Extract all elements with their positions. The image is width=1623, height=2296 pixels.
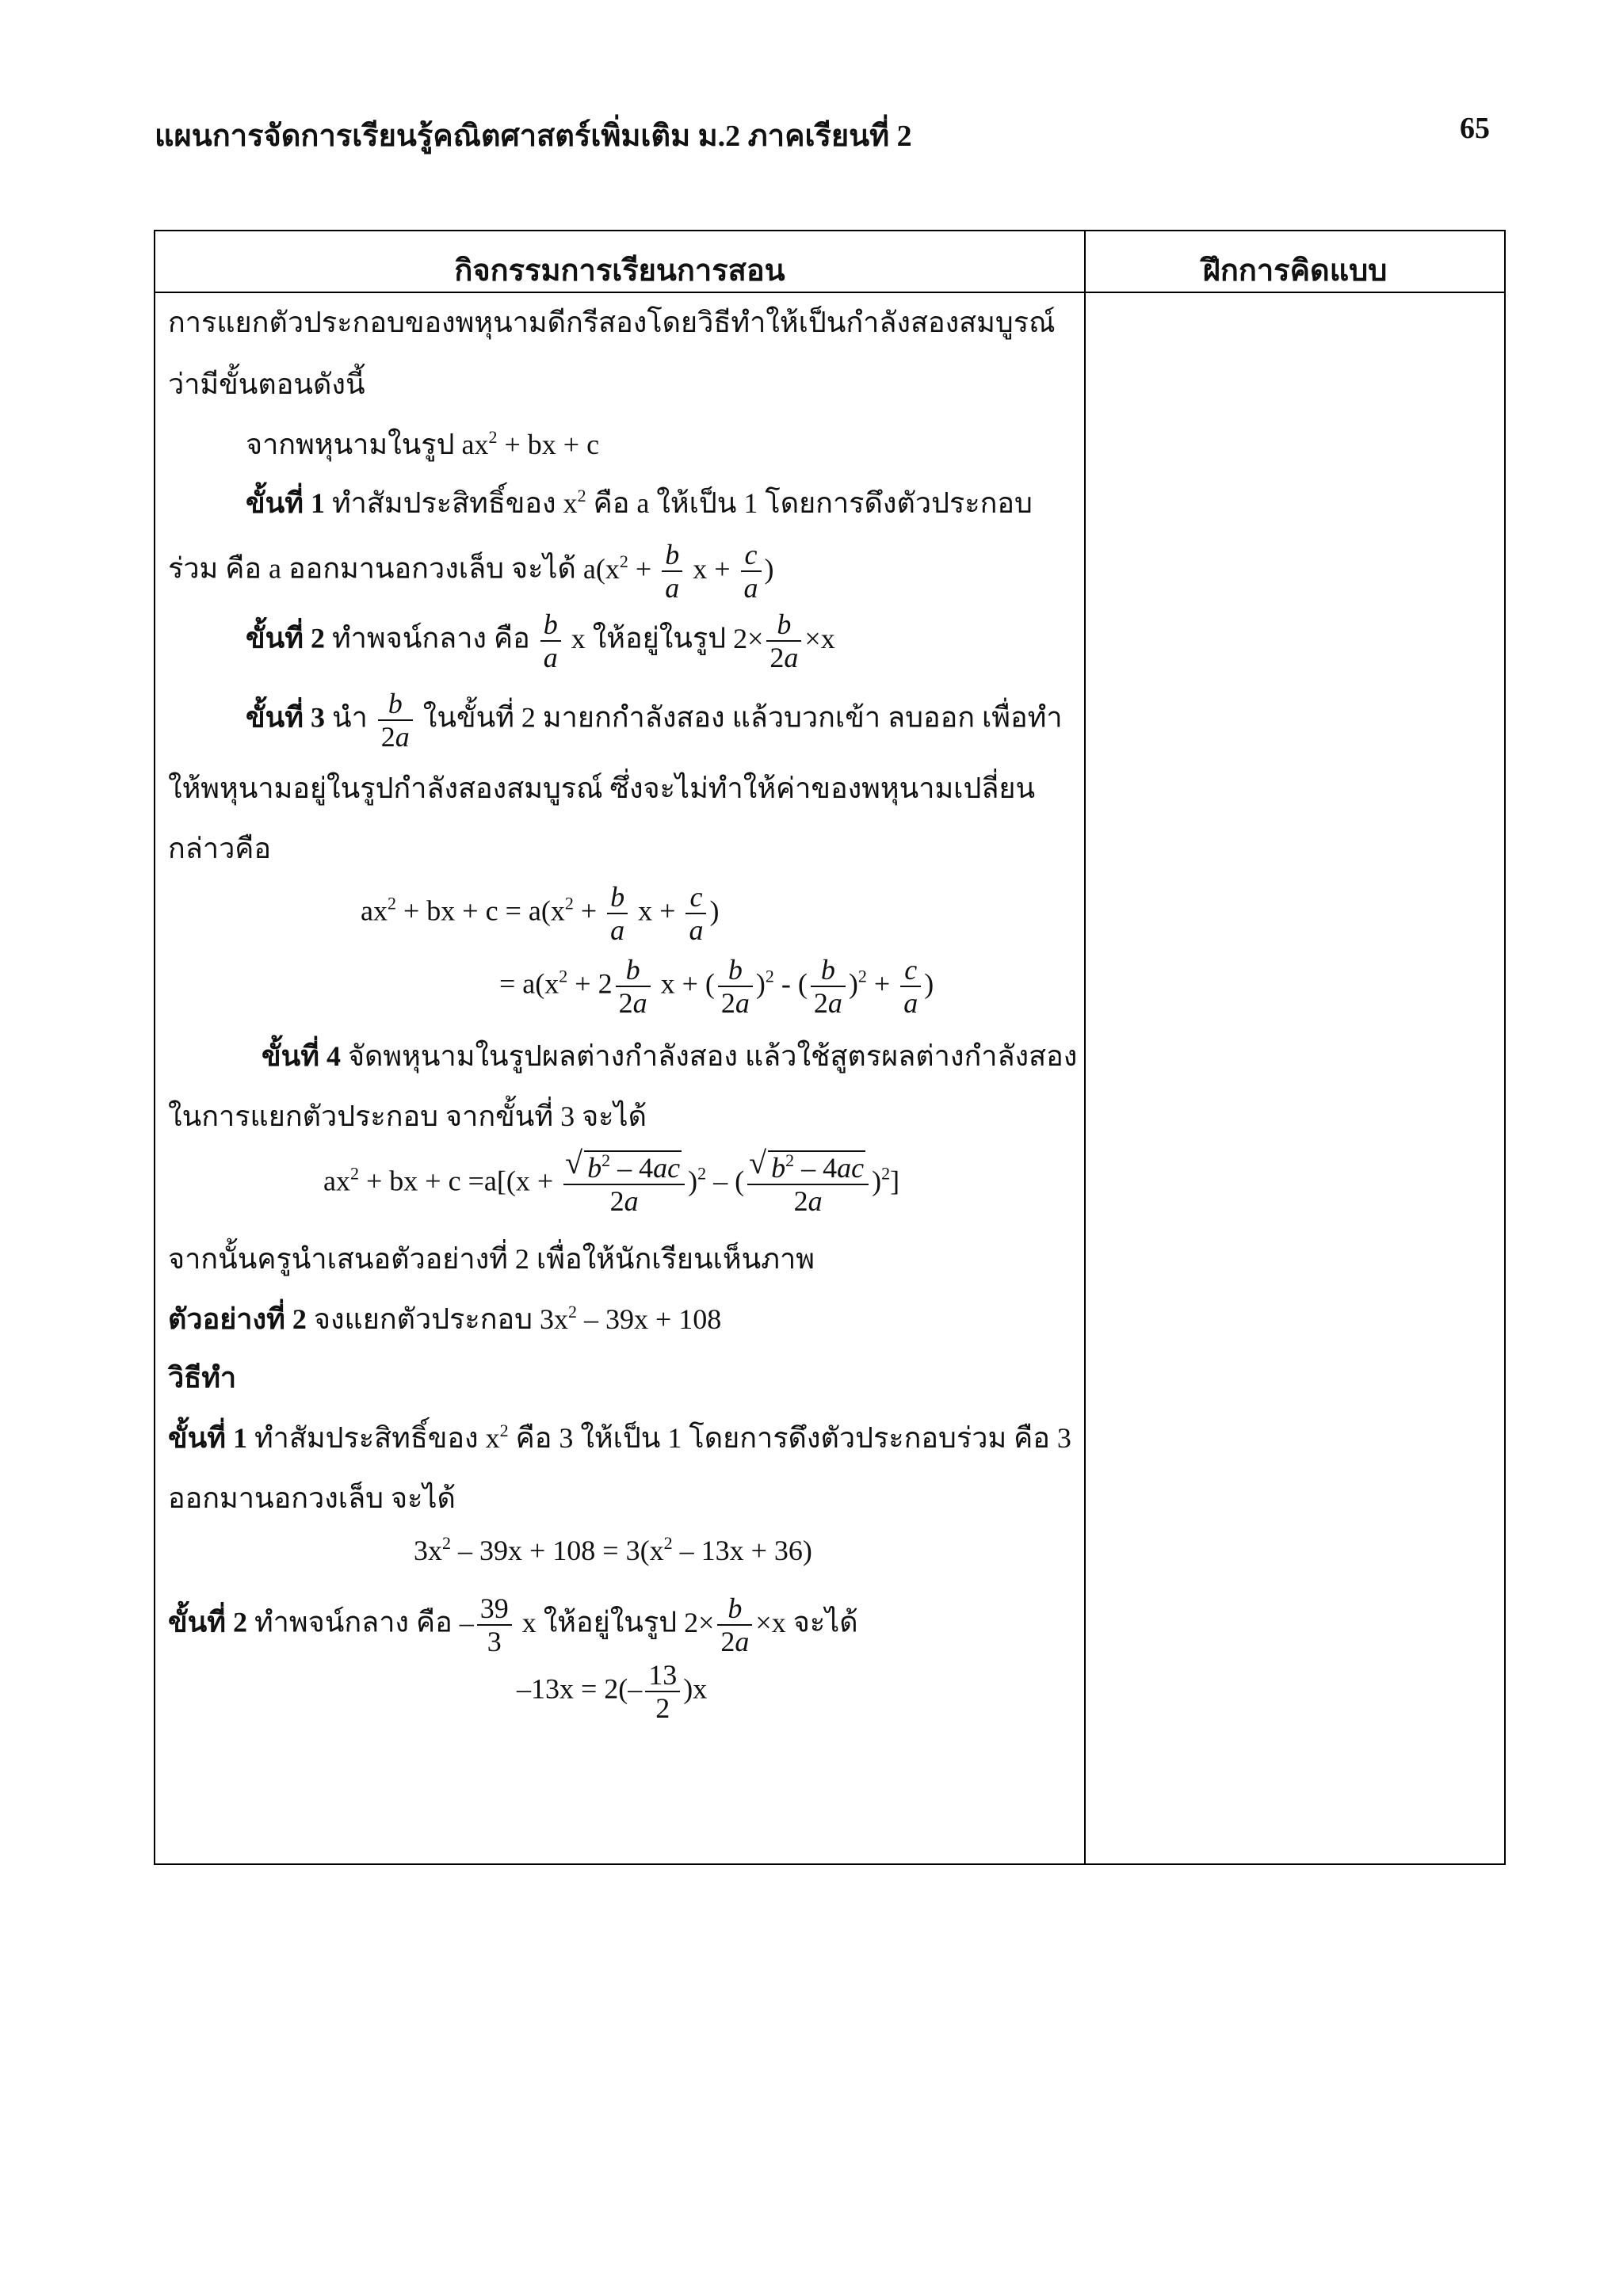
math-2-times: 2× $\frac{b}{2a}$ ×x	[733, 608, 835, 674]
math-b-over-2a: $\frac{b}{2a}$	[375, 702, 416, 734]
column-header-activities: กิจกรรมการเรียนการสอน	[454, 254, 785, 288]
ex-step1-label: ขั้นที่ 1	[168, 1422, 247, 1454]
math-x-squared-2: $x^2$	[485, 1421, 509, 1454]
math-neg-13x: –13x = 2(– $\frac{13}{2}$ )x	[517, 1659, 708, 1725]
intro-line-1: การแยกตัวประกอบของพหุนามดีกรีสองโดยวิธีทำให้เป็นกำลังสองสมบูรณ์	[168, 307, 1056, 338]
step2-text: ทำพจน์กลาง คือ	[331, 622, 530, 654]
ex-step2-text-b: ให้อยู่ในรูป	[543, 1606, 678, 1638]
column-header-thinking: ฝึกการคิดแบบ	[1202, 254, 1388, 288]
step3-label: ขั้นที่ 3	[246, 701, 325, 734]
math-general-form: $ax^2$ + bx + c	[461, 427, 600, 460]
step4-label: ขั้นที่ 4	[262, 1040, 341, 1072]
step1-line2-text: ร่วม คือ a ออกมานอกวงเล็บ จะได้	[168, 552, 576, 585]
step3-text-b: ในขั้นที่ 2 มายกกำลังสอง แล้วบวกเข้า ลบออก เพื่อทำ	[422, 701, 1063, 734]
math-example-poly: $3x^2 - 39x + 108$	[540, 1302, 722, 1335]
step1-line-2	[168, 539, 774, 605]
math-2-times-2: 2× $\frac{b}{2a}$ ×x	[684, 1592, 793, 1658]
step3-text: นำ	[331, 701, 368, 734]
step1-text-b: คือ a ให้เป็น 1 โดยการดึงตัวประกอบ	[593, 487, 1033, 519]
example-label: ตัวอย่างที่ 2	[168, 1303, 307, 1335]
ex-step2-text: ทำพจน์กลาง คือ	[254, 1606, 453, 1638]
ex-step1-text: ทำสัมประสิทธิ์ของ	[254, 1422, 479, 1454]
math-factored-a: $a(x^2$ + $\frac{b}{a}$ x + $\frac{c}{a}$ )	[582, 539, 774, 605]
from-poly-text: จากพหุนามในรูป	[246, 429, 455, 460]
example-text: จงแยกตัวประกอบ	[313, 1303, 533, 1335]
math-middle-term: $\frac{b}{a}$ x	[537, 623, 593, 654]
step1-line	[246, 480, 1033, 525]
step3-line	[246, 688, 1063, 753]
ex-step2-label: ขั้นที่ 2	[168, 1606, 247, 1638]
ex-step1-text-b: คือ 3 ให้เป็น 1 โดยการดึงตัวประกอบร่วม คือ 3	[515, 1422, 1071, 1454]
math-identity-line-1: $ax^2$ + bx + $c = a(x^2$ + $\frac{b}{a}$ x + $\frac{c}{a}$ )	[361, 881, 720, 947]
step2-label: ขั้นที่ 2	[246, 622, 325, 654]
step4-text: จัดพหุนามในรูปผลต่างกำลังสอง แล้วใช้สูตรผลต่างกำลังสอง	[347, 1040, 1078, 1072]
step3-line-2: ให้พหุนามอยู่ในรูปกำลังสองสมบูรณ์ ซึ่งจะไม่ทำให้ค่าของพหุนามเปลี่ยน	[168, 772, 1036, 804]
intro-line-2: ว่ามีขั้นตอนดังนี้	[168, 368, 365, 400]
step2-line	[246, 608, 835, 674]
method-label: วิธีทำ	[168, 1362, 237, 1394]
math-x-squared: $x^2$	[563, 486, 586, 519]
step2-text-b: ให้อยู่ในรูป	[592, 622, 727, 654]
step1-label: ขั้นที่ 1	[246, 487, 325, 519]
example-line	[168, 1296, 721, 1341]
step1-text: ทำสัมประสิทธิ์ของ	[331, 487, 556, 519]
ex-step2-line	[168, 1592, 858, 1658]
math-identity-line-2: = $a(x^2 + 2$ $\frac{b}{2a}$ x + ( $\frac{b}{2a}$ )$^2$ - ( $\frac{b}{2a}$ )$^2$ + $\frac{c}{a}$ )	[499, 954, 934, 1020]
math-neg-39-over-3: – $\frac{39}{3}$ x	[459, 1592, 544, 1658]
page-header-title: แผนการจัดการเรียนรู้คณิตศาสตร์เพิ่มเติม ม.2 ภาคเรียนที่ 2	[155, 120, 912, 153]
math-difference-of-squares: $ax^2$ + bx + c =a[(x + √ $\frac{b^2 - 4ac}{2a}$ )$^2$ – ( √ $\frac{b^2 - 4ac}{2a}$ )$^2$]	[323, 1150, 899, 1218]
step4-line-2: ในการแยกตัวประกอบ จากขั้นที่ 3 จะได้	[168, 1100, 647, 1132]
ex-step1-line	[168, 1415, 1071, 1460]
math-example-factored: $3x^2 - 39x + 108 = 3(x^2 - 13x + 36)$	[414, 1533, 812, 1566]
step4-line	[262, 1033, 1077, 1078]
then-line: จากนั้นครูนำเสนอตัวอย่างที่ 2 เพื่อให้นักเรียนเห็นภาพ	[168, 1243, 815, 1275]
step3-line-3: กล่าวคือ	[168, 833, 271, 864]
ex-step2-text-c: จะได้	[792, 1606, 858, 1638]
from-polynomial-line	[246, 421, 599, 467]
ex-step1-line-2: ออกมานอกวงเล็บ จะได้	[168, 1482, 456, 1514]
column-divider	[1084, 231, 1086, 1863]
page-number: 65	[1460, 112, 1490, 145]
